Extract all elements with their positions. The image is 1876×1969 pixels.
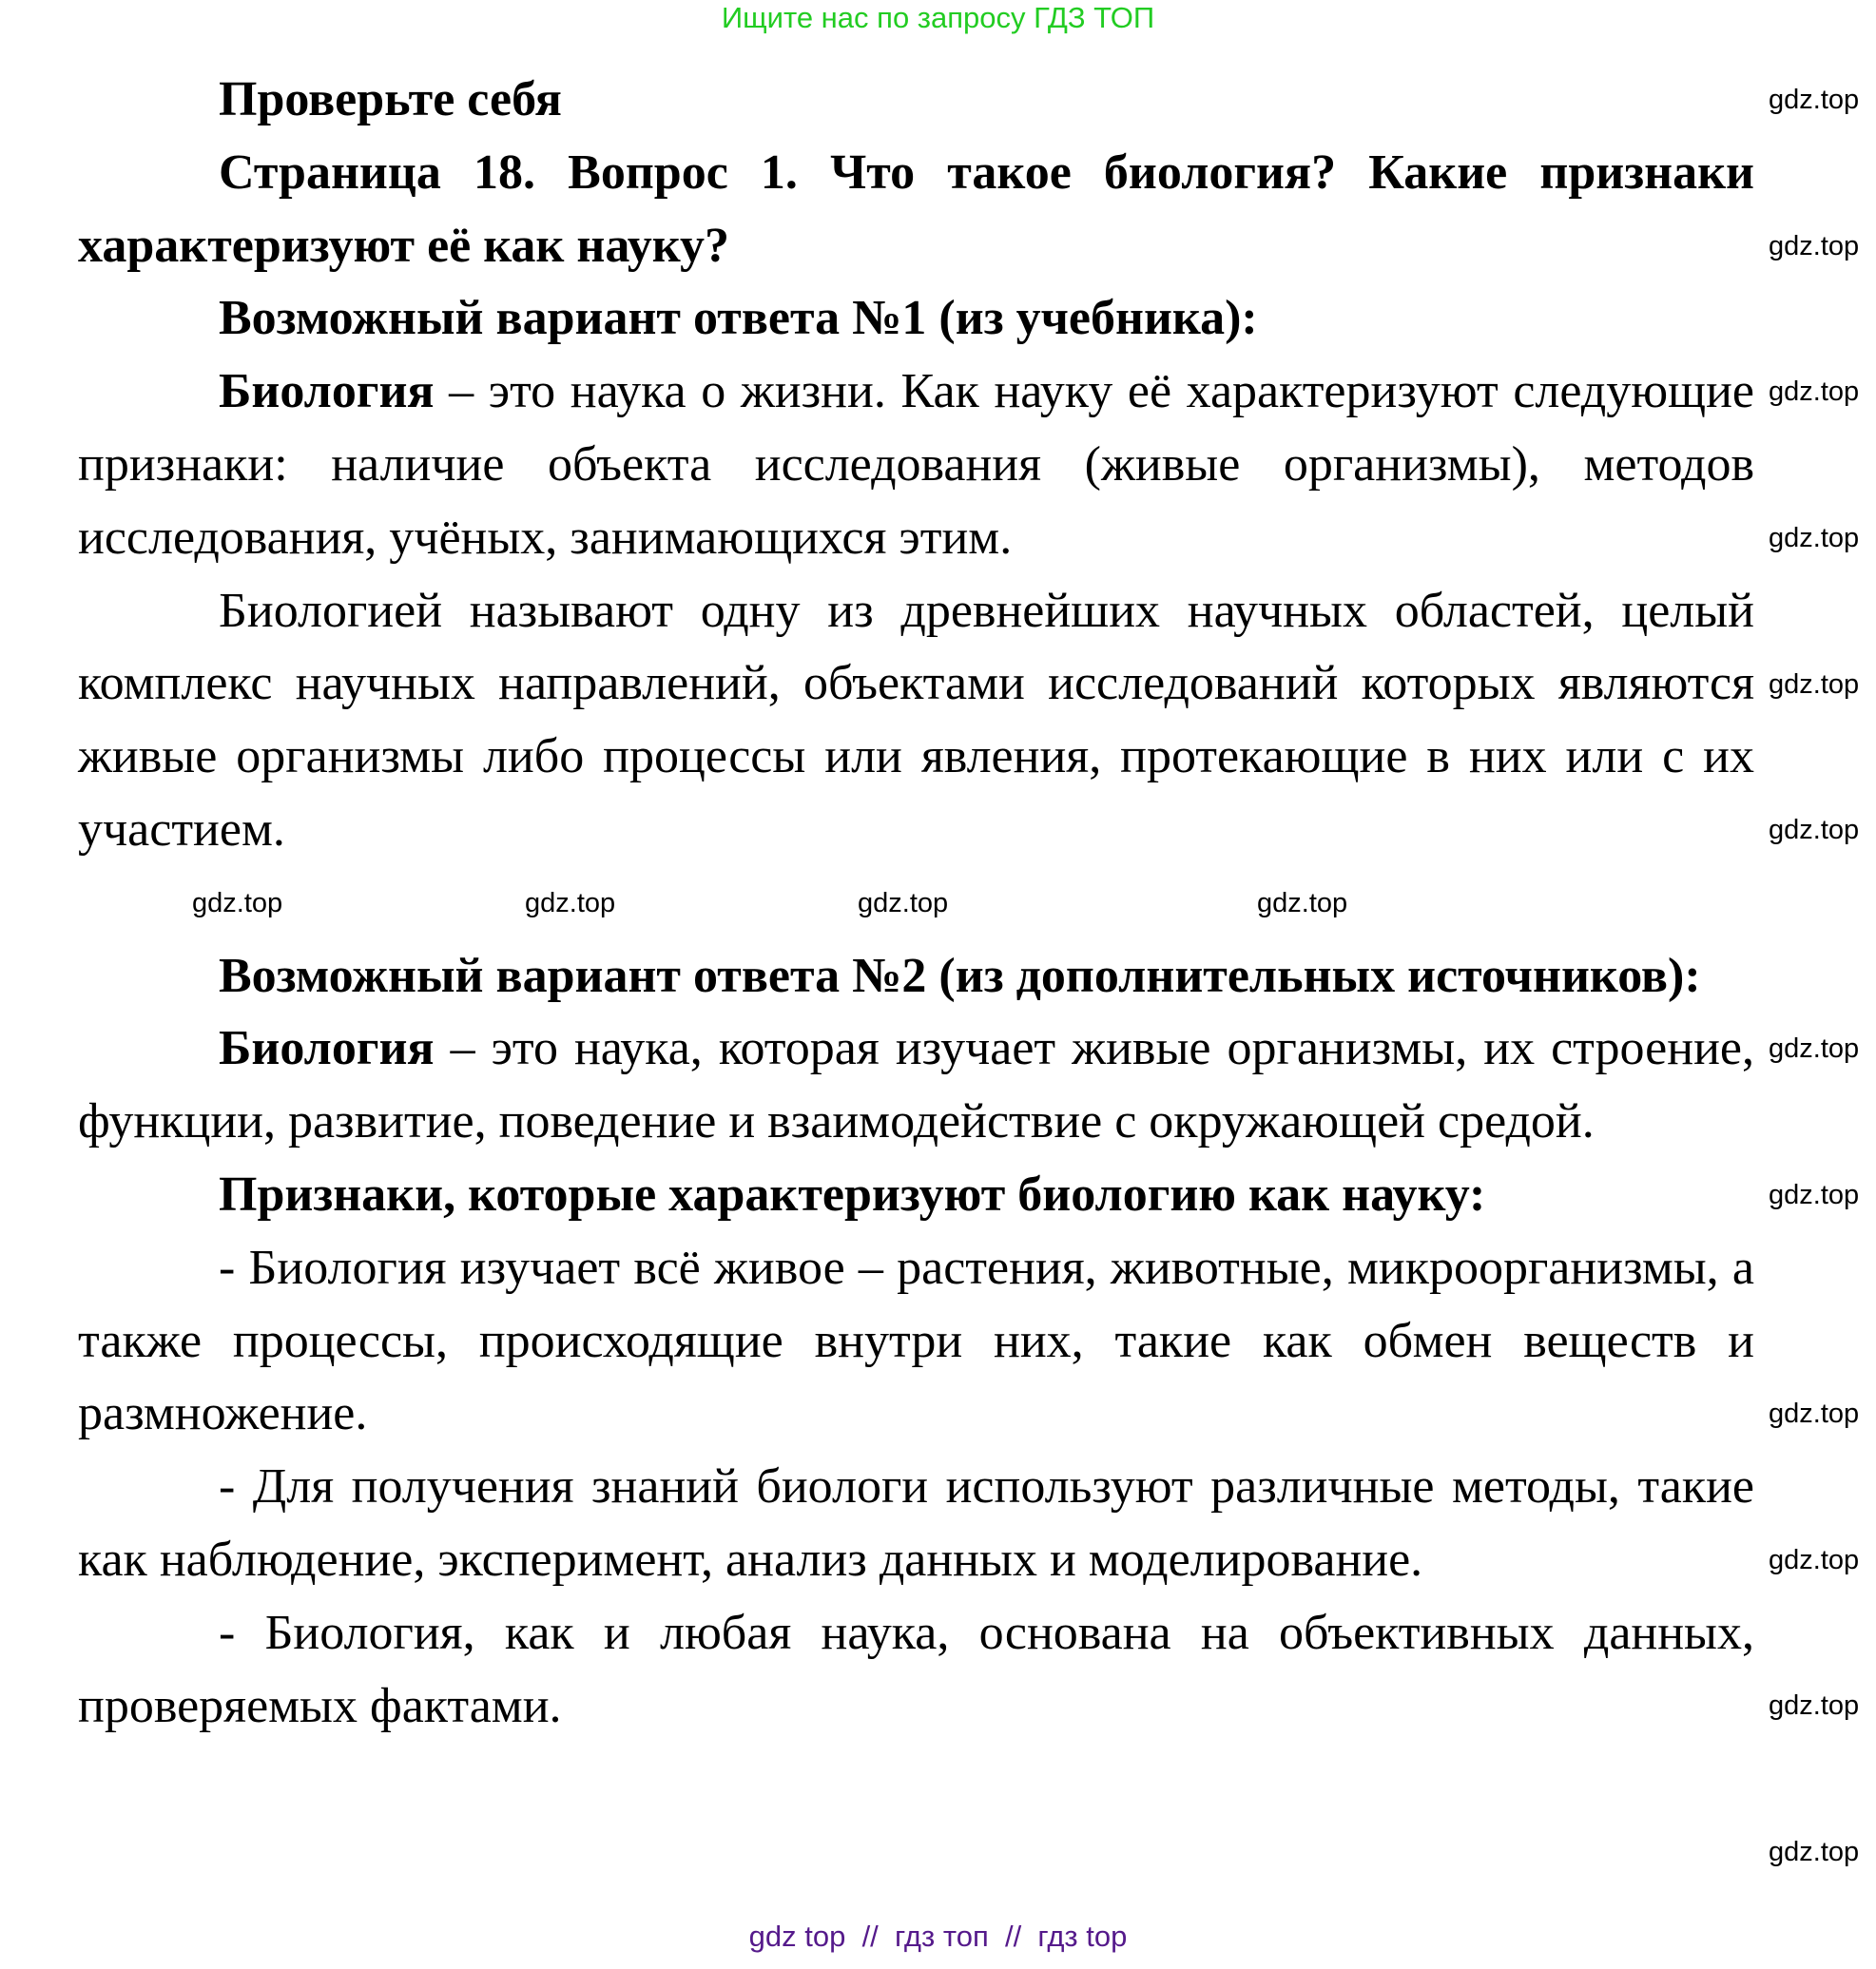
- footer-links[interactable]: gdz top // гдз топ // гдз top: [748, 1920, 1128, 1953]
- watermark: gdz.top: [1769, 669, 1860, 700]
- watermark: gdz.top: [192, 887, 283, 918]
- watermark: gdz.top: [1257, 887, 1348, 918]
- search-banner: Ищите нас по запросу ГДЗ ТОП: [721, 1, 1155, 34]
- list-item: - Для получения знаний биологи используют различные методы, такие как наблюдение, эксперимент, анализ данных и моделирование.: [78, 1459, 1754, 1587]
- watermark: gdz.top: [1769, 815, 1860, 845]
- definition-text: – это наука, которая изучает живые организмы, их строение, функции, развитие, поведение и взаимодействие с окружающей средой.: [78, 1021, 1754, 1149]
- watermark: gdz.top: [1769, 1399, 1860, 1429]
- variant1-heading: Возможный вариант ответа №1 (из учебника):: [219, 291, 1258, 346]
- watermark: gdz.top: [1769, 376, 1860, 407]
- signs-heading: Признаки, которые характеризуют биологию как науку:: [219, 1167, 1486, 1222]
- definition-text: – это наука о жизни. Как науку её характеризуют следующие признаки: наличие объекта исследования (живые организмы), методов исследования, учёных, занимающихся этим.: [78, 364, 1754, 565]
- variant1-definition: [78, 356, 1754, 574]
- watermark: gdz.top: [1769, 1545, 1860, 1575]
- section-title: Проверьте себя: [219, 72, 562, 126]
- term: Биология: [219, 364, 435, 419]
- question: Страница 18. Вопрос 1. Что такое биология? Какие признаки характеризуют её как науку?: [78, 145, 1754, 273]
- watermark: gdz.top: [1769, 231, 1860, 261]
- variant1-para2: Биологией называют одну из древнейших научных областей, целый комплекс научных направлений, объектами исследований которых являются живые организмы либо процессы или явления, протекающие в них или с их участием.: [78, 583, 1754, 857]
- watermark: gdz.top: [1769, 1837, 1860, 1867]
- variant2-heading: Возможный вариант ответа №2 (из дополнительных источников):: [219, 948, 1701, 1003]
- list-item: - Биология, как и любая наука, основана на объективных данных, проверяемых фактами.: [78, 1605, 1754, 1733]
- blank-line: [78, 867, 1754, 940]
- watermark: gdz.top: [1769, 1180, 1860, 1210]
- watermark: gdz.top: [525, 887, 616, 918]
- watermark: gdz.top: [1769, 523, 1860, 553]
- list-item: - Биология изучает всё живое – растения, животные, микроорганизмы, а также процессы, происходящие внутри них, такие как обмен веществ и размножение.: [78, 1240, 1754, 1441]
- watermark: gdz.top: [1769, 85, 1860, 115]
- watermark: gdz.top: [1769, 1033, 1860, 1064]
- variant2-definition: [78, 1013, 1754, 1159]
- term: Биология: [219, 1021, 435, 1076]
- watermark: gdz.top: [858, 887, 949, 918]
- watermark: gdz.top: [1769, 1690, 1860, 1721]
- answer-content: [78, 64, 1754, 1743]
